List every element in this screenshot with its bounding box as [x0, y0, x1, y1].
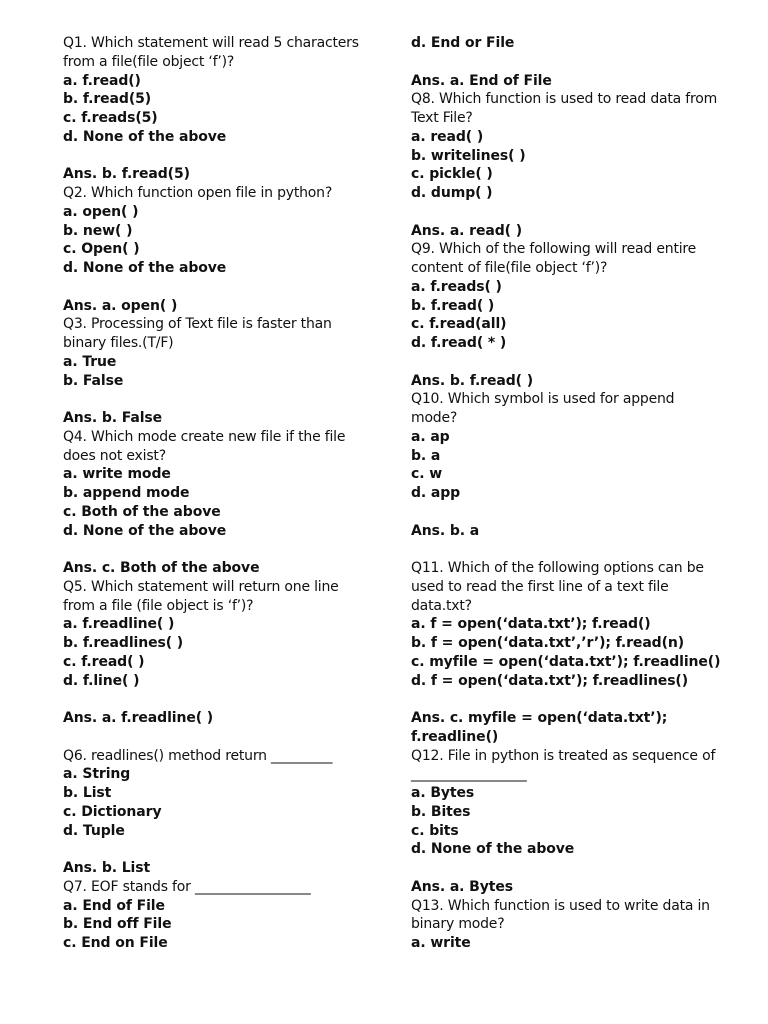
question-text: Q10. Which symbol is used for append [411, 391, 675, 408]
question-text: Q12. File in python is treated as sequence of [411, 747, 716, 764]
option-line: c. bits [411, 822, 459, 839]
question-text: _________________ [411, 766, 527, 783]
answer-line: Ans. a. End of File [411, 72, 552, 89]
option-line: b. append mode [63, 485, 190, 501]
option-line: b. List [63, 785, 112, 801]
bold-text-line: f.readline() [411, 728, 499, 745]
answer-line: Ans. b. List [63, 860, 151, 876]
question-text: mode? [411, 410, 458, 426]
option-line: a. read( ) [411, 128, 484, 145]
line-spacer [63, 278, 368, 297]
question-text: data.txt? [411, 597, 472, 614]
question-text: content of file(file object ‘f’)? [411, 260, 608, 276]
option-line: c. Open( ) [63, 241, 140, 258]
question-text: used to read the first line of a text file [411, 578, 669, 595]
answer-line: Ans. b. f.read( ) [411, 372, 534, 389]
question-text: Q11. Which of the following options can be [411, 560, 704, 576]
question-text: binary mode? [411, 916, 505, 933]
option-line: c. f.read( ) [63, 653, 145, 670]
line-spacer [63, 690, 368, 709]
line-spacer [63, 540, 368, 559]
option-line: a. write [411, 935, 471, 951]
line-spacer [411, 353, 716, 372]
option-line: d. Tuple [63, 822, 125, 839]
option-line: a. f = open(‘data.txt’); f.read() [411, 616, 651, 633]
option-line: a. write mode [63, 466, 171, 483]
question-text: Q6. readlines() method return _________ [63, 747, 333, 764]
option-line: d. None of the above [63, 522, 227, 539]
option-line: b. f = open(‘data.txt’,’r’); f.read(n) [411, 635, 685, 651]
question-text: does not exist? [63, 447, 166, 464]
option-line: b. End off File [63, 916, 172, 933]
option-line: d. dump( ) [411, 185, 493, 201]
question-text: Q13. Which function is used to write data in [411, 897, 710, 914]
answer-line: Ans. c. Both of the above [63, 560, 260, 576]
option-line: a. ap [411, 428, 450, 445]
answer-line: Ans. b. f.read(5) [63, 166, 190, 183]
question-text: Q2. Which function open file in python? [63, 185, 333, 201]
option-line: c. Dictionary [63, 803, 162, 820]
option-line: d. f.read( * ) [411, 335, 507, 351]
option-line: d. None of the above [63, 260, 227, 276]
line-spacer [63, 840, 368, 859]
question-text: Q9. Which of the following will read entire [411, 241, 697, 258]
line-spacer [411, 859, 716, 878]
option-line: d. None of the above [411, 841, 575, 858]
option-line: c. f.reads(5) [63, 110, 158, 126]
line-spacer [63, 728, 368, 747]
option-line: b. a [411, 447, 441, 464]
option-line: c. myfile = open(‘data.txt’); f.readline() [411, 653, 721, 670]
line-spacer [411, 53, 716, 72]
line-spacer [63, 390, 368, 409]
question-text: binary files.(T/F) [63, 335, 174, 351]
option-line: b. f.read(5) [63, 91, 152, 108]
option-line: b. new( ) [63, 222, 133, 239]
option-line: c. End on File [63, 935, 168, 951]
right-column [411, 34, 721, 953]
question-text: Q1. Which statement will read 5 characters [63, 35, 359, 51]
line-spacer [63, 147, 368, 166]
option-line: a. f.readline( ) [63, 616, 175, 633]
answer-line: Ans. b. False [63, 410, 163, 426]
answer-line: Ans. a. read( ) [411, 222, 523, 239]
option-line: c. Both of the above [63, 503, 221, 520]
option-line: d. None of the above [63, 128, 227, 145]
question-text: Q4. Which mode create new file if the file [63, 428, 346, 445]
option-line: a. f.reads( ) [411, 278, 502, 295]
answer-line: Ans. c. myfile = open(‘data.txt’); [411, 710, 668, 726]
option-line: d. f = open(‘data.txt’); f.readlines() [411, 672, 689, 689]
question-text: from a file(file object ‘f’)? [63, 53, 235, 70]
answer-line: Ans. a. open( ) [63, 297, 178, 314]
option-line: b. f.read( ) [411, 297, 495, 314]
option-line: c. pickle( ) [411, 166, 493, 183]
option-line: a. True [63, 353, 117, 370]
line-spacer [411, 690, 716, 709]
question-text: Q7. EOF stands for _________________ [63, 878, 311, 895]
option-line: d. End or File [411, 35, 515, 51]
answer-line: Ans. b. a [411, 522, 480, 539]
left-column [63, 34, 368, 953]
option-line: c. f.read(all) [411, 316, 507, 333]
option-line: b. f.readlines( ) [63, 635, 184, 651]
question-text: Q3. Processing of Text file is faster than [63, 316, 332, 333]
answer-line: Ans. a. f.readline( ) [63, 710, 214, 726]
option-line: b. False [63, 372, 124, 389]
line-spacer [411, 540, 716, 559]
option-line: c. w [411, 466, 443, 483]
option-line: b. Bites [411, 803, 471, 820]
question-text: Q8. Which function is used to read data from [411, 91, 718, 108]
line-spacer [411, 203, 716, 222]
option-line: a. String [63, 766, 131, 783]
option-line: a. End of File [63, 897, 165, 914]
option-line: a. f.read() [63, 72, 141, 89]
answer-line: Ans. a. Bytes [411, 878, 513, 895]
option-line: d. f.line( ) [63, 672, 140, 689]
line-spacer [411, 503, 716, 522]
option-line: b. writelines( ) [411, 147, 526, 164]
question-text: Q5. Which statement will return one line [63, 578, 339, 595]
question-text: from a file (file object is ‘f’)? [63, 597, 254, 614]
question-text: Text File? [411, 110, 473, 126]
option-line: a. open( ) [63, 203, 139, 220]
option-line: a. Bytes [411, 785, 475, 801]
option-line: d. app [411, 485, 461, 501]
